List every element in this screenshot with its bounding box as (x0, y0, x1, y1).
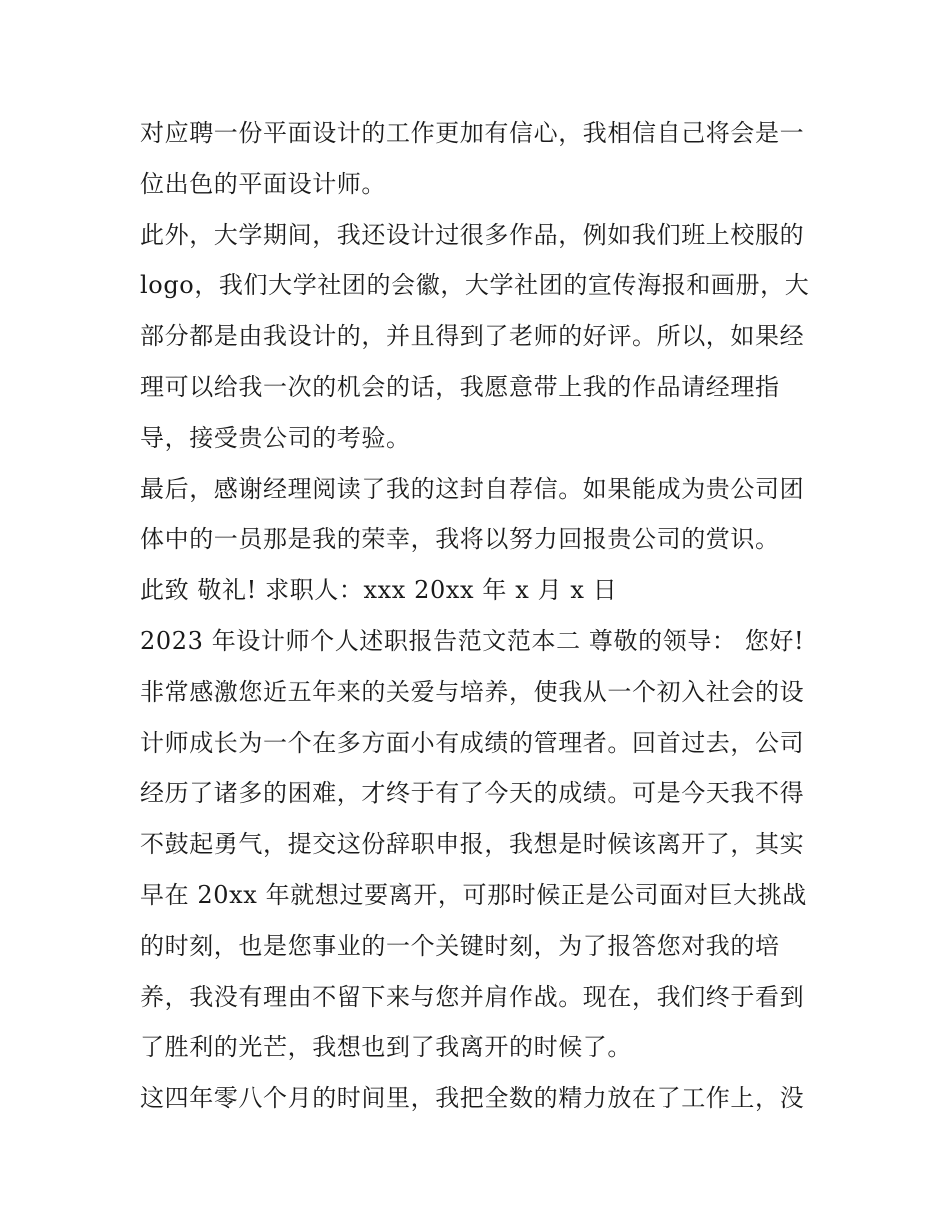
document-body (140, 108, 820, 1124)
text-line: 养，我没有理由不留下来与您并肩作战。现在，我们终于看到 (140, 982, 805, 1011)
text-line: 部分都是由我设计的，并且得到了老师的好评。所以，如果经 (140, 322, 805, 351)
text-line: 对应聘一份平面设计的工作更加有信心，我相信自己将会是一 (140, 119, 805, 147)
text-line: 导，接受贵公司的考验。 (140, 423, 411, 452)
text-line: 位出色的平面设计师。 (140, 169, 386, 198)
section-heading-line: 2023 年设计师个人述职报告范文范本二 尊敬的领导： 您好! (140, 626, 805, 655)
text-line: 此外，大学期间，我还设计过很多作品，例如我们班上校服的 (140, 220, 805, 249)
text-line: 体中的一员那是我的荣幸，我将以努力回报贵公司的赏识。 (140, 525, 780, 554)
text-line: 早在 20xx 年就想过要离开，可那时候正是公司面对巨大挑战 (140, 880, 807, 909)
text-line: 非常感激您近五年来的关爱与培养，使我从一个初入社会的设 (140, 677, 805, 706)
text-line: 不鼓起勇气，提交这份辞职申报，我想是时候该离开了，其实 (140, 830, 805, 859)
text-line: 的时刻，也是您事业的一个关键时刻，为了报答您对我的培 (140, 931, 780, 960)
text-line: 理可以给我一次的机会的话，我愿意带上我的作品请经理指 (140, 372, 780, 401)
text-line: 最后，感谢经理阅读了我的这封自荐信。如果能成为贵公司团 (140, 474, 805, 503)
signature-line: 此致 敬礼! 求职人：xxx 20xx 年 x 月 x 日 (140, 576, 618, 605)
text-line: 经历了诸多的困难，才终于有了今天的成绩。可是今天我不得 (140, 779, 805, 808)
text-line: 计师成长为一个在多方面小有成绩的管理者。回首过去，公司 (140, 728, 805, 757)
text-line: 这四年零八个月的时间里，我把全数的精力放在了工作上，没 (140, 1084, 805, 1113)
text-line: logo，我们大学社团的会徽，大学社团的宣传海报和画册，大 (140, 271, 810, 300)
text-line: 了胜利的光芒，我想也到了我离开的时候了。 (140, 1033, 632, 1062)
